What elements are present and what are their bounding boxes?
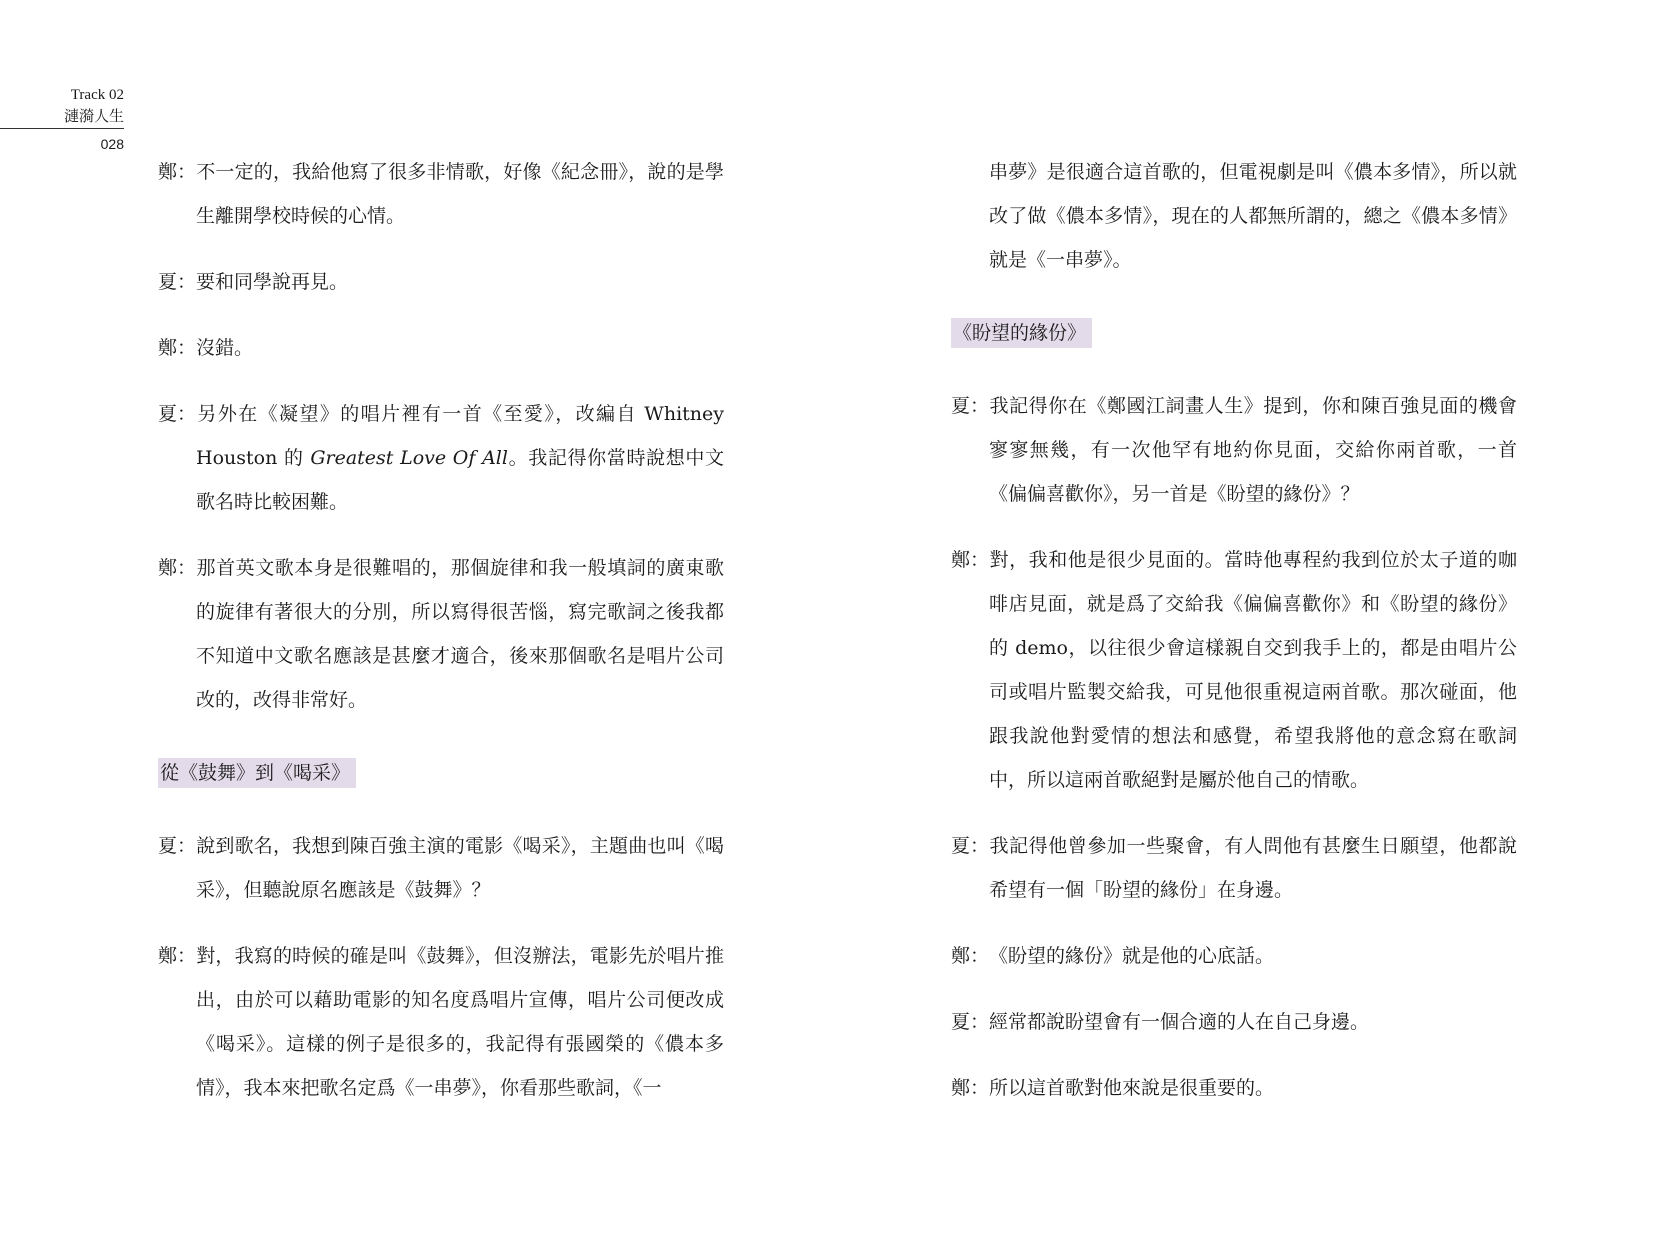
speaker-label: 鄭：	[951, 1077, 990, 1099]
dialogue-text: 我記得他曾參加一些聚會，有人問他有甚麼生日願望，他都說希望有一個「盼望的緣份」在身邊。	[989, 835, 1517, 901]
track-label: Track 02	[70, 87, 124, 103]
dialogue-paragraph	[158, 392, 724, 524]
page-number: 028	[100, 136, 124, 152]
speaker-label: 鄭：	[158, 161, 197, 183]
header-rule	[0, 128, 124, 129]
speaker-label: 夏：	[158, 271, 197, 293]
dialogue-text: 《盼望的緣份》就是他的心底話。	[989, 945, 1275, 967]
dialogue-paragraph	[158, 260, 724, 304]
dialogue-paragraph	[951, 538, 1517, 802]
dialogue-text: 說到歌名，我想到陳百強主演的電影《喝采》，主題曲也叫《喝采》，但聽說原名應該是《鼓舞》？	[196, 835, 724, 901]
section-heading: 從《鼓舞》到《喝采》	[158, 758, 356, 788]
continued-paragraph	[951, 150, 1517, 282]
dialogue-paragraph	[951, 934, 1517, 978]
section-heading-wrap	[158, 744, 724, 824]
song-title-italic: Greatest Love Of All	[310, 447, 508, 469]
speaker-label: 夏：	[158, 403, 197, 425]
speaker-label: 夏：	[158, 835, 197, 857]
dialogue-text: 所以這首歌對他來說是很重要的。	[989, 1077, 1275, 1099]
dialogue-paragraph	[158, 326, 724, 370]
dialogue-text: 對，我和他是很少見面的。當時他專程約我到位於太子道的咖啡店見面，就是爲了交給我《偏偏喜歡你》和《盼望的緣份》的 demo，以往很少會這樣親自交到我手上的，都是由唱片公司或唱片監製交給我，可見他很重視這兩首歌。那次碰面，他跟我說他對愛情的想法和感覺，希望我將他的意念寫在歌詞中，所以這兩首歌絕對是屬於他自己的情歌。	[989, 549, 1517, 791]
dialogue-text: 不一定的，我給他寫了很多非情歌，好像《紀念冊》，說的是學生離開學校時候的心情。	[196, 161, 724, 227]
left-column	[158, 150, 724, 1132]
speaker-label: 夏：	[951, 395, 990, 417]
speaker-label: 夏：	[951, 1011, 990, 1033]
section-heading: 《盼望的緣份》	[951, 318, 1092, 348]
dialogue-paragraph	[158, 824, 724, 912]
speaker-label: 鄭：	[158, 557, 197, 579]
dialogue-text: 串夢》是很適合這首歌的，但電視劇是叫《儂本多情》，所以就改了做《儂本多情》，現在的人都無所謂的，總之《儂本多情》就是《一串夢》。	[989, 161, 1517, 271]
dialogue-paragraph	[951, 824, 1517, 912]
dialogue-text: 。我記得你當時說想中文歌名時比較困難。	[196, 447, 724, 513]
dialogue-text: 經常都說盼望會有一個合適的人在自己身邊。	[989, 1011, 1370, 1033]
speaker-label: 夏：	[951, 835, 990, 857]
dialogue-paragraph	[158, 150, 724, 238]
dialogue-text: 要和同學說再見。	[196, 271, 349, 293]
dialogue-text: 對，我寫的時候的確是叫《鼓舞》，但沒辦法，電影先於唱片推出，由於可以藉助電影的知名度爲唱片宣傳，唱片公司便改成《喝采》。這樣的例子是很多的，我記得有張國榮的《儂本多情》，我本來把歌名定爲《一串夢》，你看那些歌詞，《一	[196, 945, 724, 1099]
dialogue-text: 沒錯。	[196, 337, 254, 359]
speaker-label: 鄭：	[158, 337, 197, 359]
dialogue-paragraph	[951, 1000, 1517, 1044]
speaker-label: 鄭：	[951, 945, 990, 967]
dialogue-paragraph	[951, 1066, 1517, 1110]
speaker-label: 鄭：	[158, 945, 197, 967]
running-head	[0, 86, 124, 126]
dialogue-paragraph	[158, 546, 724, 722]
section-heading-wrap	[951, 304, 1517, 384]
dialogue-paragraph	[951, 384, 1517, 516]
right-column	[951, 150, 1517, 1132]
chapter-title: 漣漪人生	[63, 107, 124, 125]
dialogue-paragraph	[158, 934, 724, 1110]
speaker-label: 鄭：	[951, 549, 990, 571]
dialogue-text: 那首英文歌本身是很難唱的，那個旋律和我一般填詞的廣東歌的旋律有著很大的分別，所以寫得很苦惱，寫完歌詞之後我都不知道中文歌名應該是甚麼才適合，後來那個歌名是唱片公司改的，改得非常好。	[196, 557, 724, 711]
dialogue-text: 另外在《凝望》的唱片裡有一首《至愛》，改編自 Whitney Houston 的	[196, 403, 724, 469]
dialogue-text: 我記得你在《鄭國江詞畫人生》提到，你和陳百強見面的機會寥寥無幾，有一次他罕有地約你見面，交給你兩首歌，一首《偏偏喜歡你》，另一首是《盼望的緣份》？	[989, 395, 1517, 505]
